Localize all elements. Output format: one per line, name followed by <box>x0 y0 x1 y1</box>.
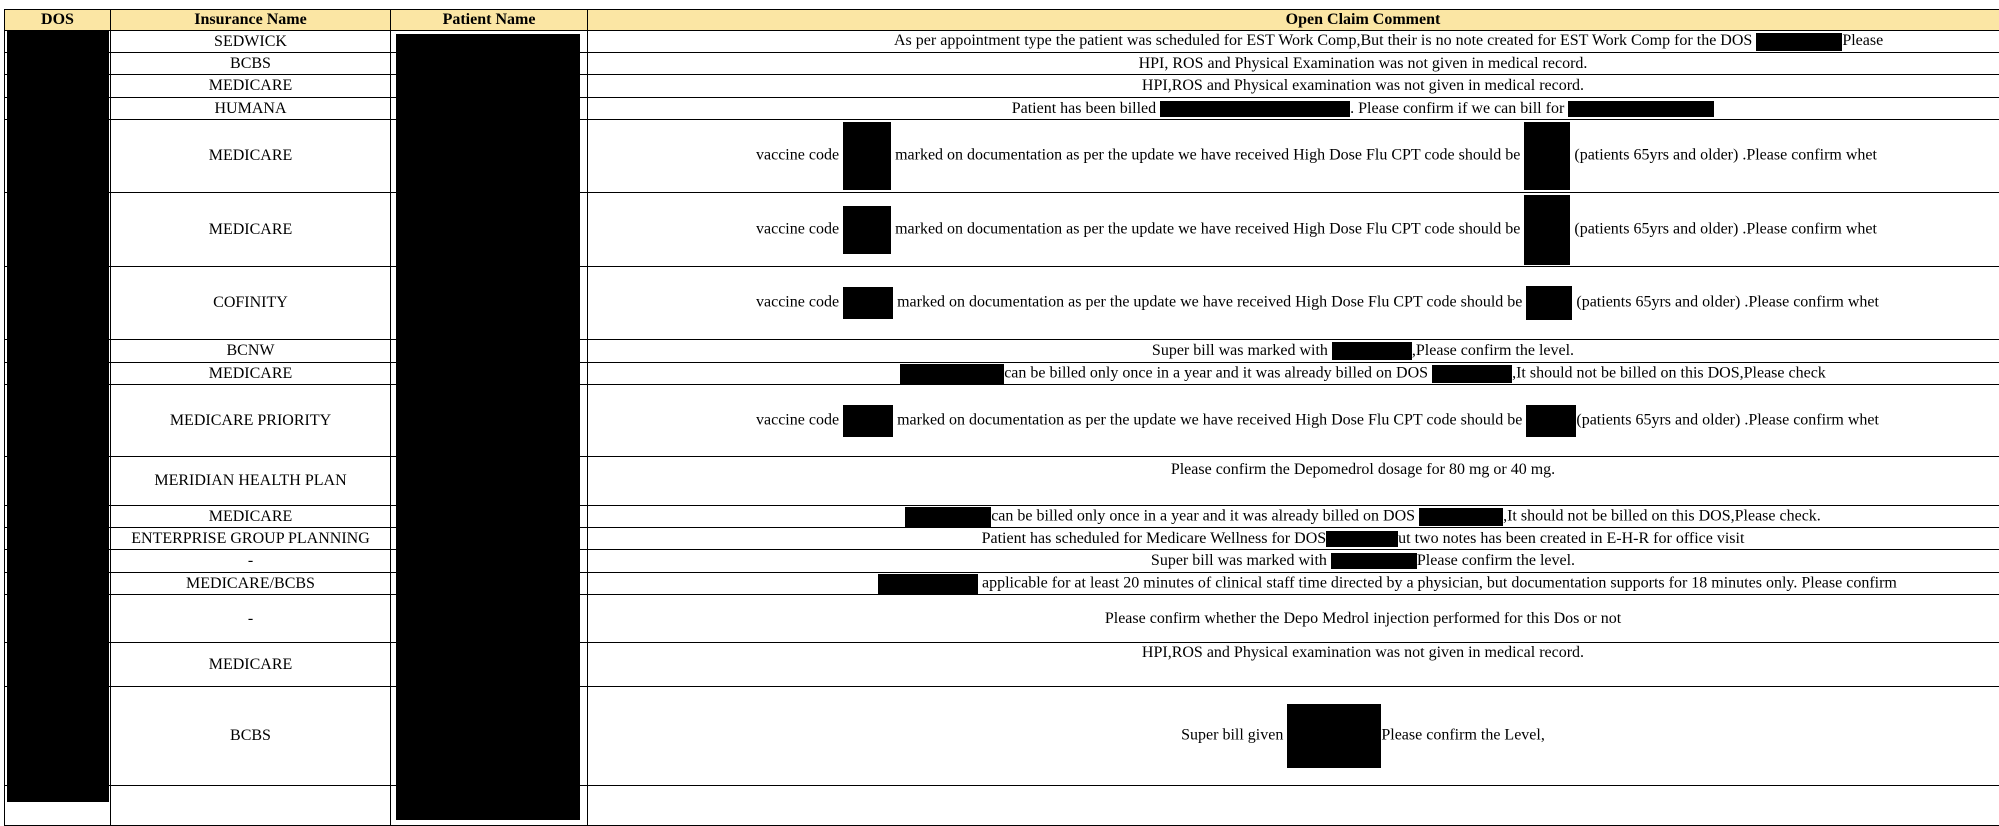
redaction-box <box>843 405 893 437</box>
comment-cell: Patient has been billed . Please confirm if we can bill for <box>588 98 1999 120</box>
table-row <box>5 98 1999 120</box>
table-row <box>5 120 1999 193</box>
header-row <box>5 10 1999 31</box>
comment-cell <box>588 786 1999 826</box>
redaction-box <box>1331 553 1417 569</box>
comment-cell: Super bill was marked with ,Please confirm the level. <box>588 340 1999 363</box>
comment-cell: HPI,ROS and Physical examination was not given in medical record. <box>588 643 1999 687</box>
table-row <box>5 53 1999 75</box>
redaction-box <box>843 287 893 319</box>
redaction-box <box>1432 365 1512 383</box>
table-row <box>5 363 1999 385</box>
comment-cell: Please confirm whether the Depo Medrol injection performed for this Dos or not <box>588 595 1999 643</box>
table-row <box>5 457 1999 506</box>
table-row <box>5 595 1999 643</box>
insurance-cell: BCBS <box>111 53 391 75</box>
redaction-box <box>1260 101 1350 117</box>
table-row <box>5 528 1999 550</box>
redaction-box <box>900 364 1004 384</box>
table-row <box>5 506 1999 528</box>
insurance-cell: HUMANA <box>111 98 391 120</box>
insurance-cell: COFINITY <box>111 267 391 340</box>
redaction-box <box>1326 531 1398 547</box>
comment-cell: Please confirm the Depomedrol dosage for 80 mg or 40 mg. <box>588 457 1999 506</box>
insurance-cell: MEDICARE <box>111 506 391 528</box>
redaction-box <box>878 574 978 594</box>
comment-cell: vaccine code marked on documentation as per the update we have received High Dose Flu CPT code should be (patients 65yrs and older) .Please confirm whet <box>588 385 1999 457</box>
table-row <box>5 267 1999 340</box>
redaction-box <box>1524 122 1570 190</box>
table-row <box>5 786 1999 826</box>
comment-cell: Super bill was marked with Please confirm the level. <box>588 550 1999 573</box>
insurance-cell <box>111 786 391 826</box>
insurance-cell: SEDWICK <box>111 31 391 53</box>
comment-cell: As per appointment type the patient was scheduled for EST Work Comp,But their is no note created for EST Work Comp for the DOS Please <box>588 31 1999 53</box>
header-insurance-name: Insurance Name <box>111 10 391 31</box>
header-patient-name: Patient Name <box>391 10 588 31</box>
header-dos: DOS <box>5 10 111 31</box>
table-row <box>5 75 1999 98</box>
table-row <box>5 550 1999 573</box>
insurance-cell: BCNW <box>111 340 391 363</box>
table-row <box>5 193 1999 267</box>
redaction-box <box>1332 342 1412 360</box>
table-row <box>5 340 1999 363</box>
redaction-box <box>1526 405 1576 437</box>
redaction-box <box>843 122 891 190</box>
patient-name-redaction-block <box>396 34 580 820</box>
redaction-box <box>1419 508 1503 526</box>
insurance-cell: MERIDIAN HEALTH PLAN <box>111 457 391 506</box>
redaction-box <box>1568 101 1714 117</box>
insurance-cell: MEDICARE <box>111 75 391 98</box>
header-open-claim-comment: Open Claim Comment <box>588 10 1999 31</box>
redaction-box <box>1526 286 1572 320</box>
comment-cell: applicable for at least 20 minutes of clinical staff time directed by a physician, but documentation supports for 18 minutes only. Please confirm <box>588 573 1999 595</box>
table-row <box>5 31 1999 53</box>
comment-cell: Patient has scheduled for Medicare Wellness for DOS ut two notes has been created in E-H-R for office visit <box>588 528 1999 550</box>
table-row <box>5 385 1999 457</box>
comment-cell: vaccine code marked on documentation as per the update we have received High Dose Flu CPT code should be (patients 65yrs and older) .Please confirm whet <box>588 193 1999 267</box>
insurance-cell: MEDICARE <box>111 193 391 267</box>
open-claims-table <box>4 9 1999 826</box>
comment-cell: HPI, ROS and Physical Examination was not given in medical record. <box>588 53 1999 75</box>
comment-cell: can be billed only once in a year and it was already billed on DOS ,It should not be billed on this DOS,Please check <box>588 363 1999 385</box>
insurance-cell: MEDICARE <box>111 363 391 385</box>
redaction-box <box>1756 33 1842 51</box>
table-row <box>5 643 1999 687</box>
redaction-box <box>1160 101 1260 117</box>
table-row <box>5 687 1999 786</box>
redaction-box <box>905 507 991 527</box>
insurance-cell: MEDICARE <box>111 120 391 193</box>
redaction-box <box>843 206 891 254</box>
table-row <box>5 573 1999 595</box>
redaction-box <box>1287 704 1381 768</box>
insurance-cell: ENTERPRISE GROUP PLANNING <box>111 528 391 550</box>
comment-cell: vaccine code marked on documentation as per the update we have received High Dose Flu CPT code should be (patients 65yrs and older) .Please confirm whet <box>588 267 1999 340</box>
insurance-cell: - <box>111 550 391 573</box>
comment-cell: HPI,ROS and Physical examination was not given in medical record. <box>588 75 1999 98</box>
insurance-cell: MEDICARE PRIORITY <box>111 385 391 457</box>
insurance-cell: MEDICARE/BCBS <box>111 573 391 595</box>
comment-cell: vaccine code marked on documentation as per the update we have received High Dose Flu CPT code should be (patients 65yrs and older) .Please confirm whet <box>588 120 1999 193</box>
insurance-cell: BCBS <box>111 687 391 786</box>
redaction-box <box>1524 195 1570 265</box>
comment-cell: Super bill given Please confirm the Level, <box>588 687 1999 786</box>
insurance-cell: MEDICARE <box>111 643 391 687</box>
insurance-cell: - <box>111 595 391 643</box>
dos-redaction-block <box>7 30 109 802</box>
comment-cell: can be billed only once in a year and it was already billed on DOS ,It should not be billed on this DOS,Please check. <box>588 506 1999 528</box>
